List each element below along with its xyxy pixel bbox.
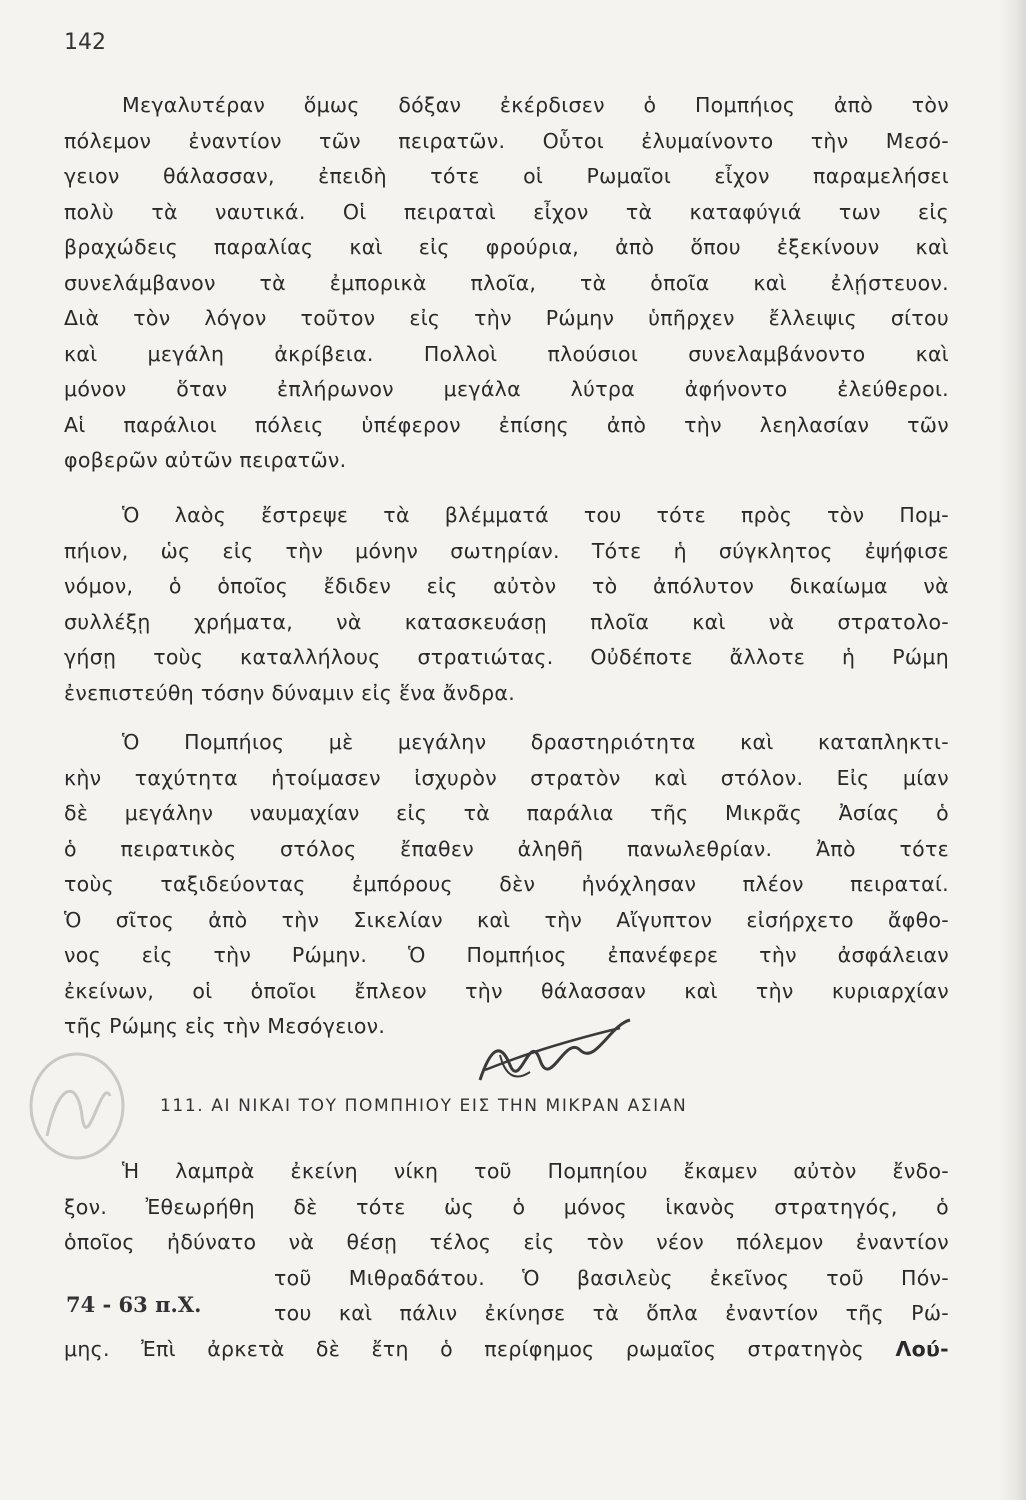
text-line: τοὺς ταξιδεύοντας ἐμπόρους δὲν ἠνόχλησαν πλέον πειραταί. [64, 872, 949, 896]
text-line: ἐκείνων, οἱ ὁποῖοι ἔπλεον τὴν θάλασσαν καὶ τὴν κυριαρχίαν [64, 978, 949, 1003]
faded-stamp [22, 1046, 132, 1166]
text-line: γήσῃ τοὺς καταλλήλους στρατιώτας. Οὐδέποτε ἄλλοτε ἡ Ρώμη [64, 645, 949, 669]
text-line-start: μης. Ἐπὶ ἀρκετὰ δὲ ἔτη ὁ περίφημος ρωμαῖος στρατηγὸς [64, 1336, 865, 1361]
text-line: φοβερῶν αὐτῶν πειρατῶν. [64, 448, 347, 472]
text-line: Ὁ σῖτος ἀπὸ τὴν Σικελίαν καὶ τὴν Αἴγυπτον εἰσήρχετο ἄφθο- [64, 907, 949, 932]
margin-date-note: 74 - 63 π.Χ. [66, 1292, 202, 1317]
text-line: Ὁ Πομπήιος μὲ μεγάλην δραστηριότητα καὶ καταπληκτι- [122, 730, 949, 754]
text-line: κὴν ταχύτητα ἡτοίμασεν ἰσχυρὸν στρατὸν καὶ στόλον. Εἰς μίαν [64, 765, 949, 790]
text-line: Μεγαλυτέραν ὅμως δόξαν ἐκέρδισεν ὁ Πομπήιος ἀπὸ τὸν [122, 93, 949, 117]
text-line: ἐνεπιστεύθη τόσην δύναμιν εἰς ἕνα ἄνδρα. [64, 680, 516, 705]
section-title: 111. ΑΙ ΝΙΚΑΙ ΤΟΥ ΠΟΜΠΗΙΟΥ ΕΙΣ ΤΗΝ ΜΙΚΡΑΝ ΑΣΙΑΝ [160, 1096, 688, 1116]
text-line: τῆς Ρώμης εἰς τὴν Μεσόγειον. [64, 1014, 386, 1038]
paragraph-asia-victories [64, 1154, 949, 1367]
text-line [64, 1332, 949, 1368]
page-edge [1000, 0, 1026, 1500]
text-line: συλλέξῃ χρήματα, νὰ κατασκευάσῃ πλοῖα καὶ νὰ στρατολο- [64, 609, 949, 634]
paragraph-pirates [64, 88, 949, 479]
text-line: πήιον, ὡς εἰς τὴν μόνην σωτηρίαν. Τότε ἡ σύγκλητος ἐψήφισε [64, 538, 949, 563]
text-line: πόλεμον ἐναντίον τῶν πειρατῶν. Οὗτοι ἐλυμαίνοντο τὴν Μεσό- [64, 128, 949, 153]
text-line: Ὁ λαὸς ἔστρεψε τὰ βλέμματά του τότε πρὸς τὸν Πομ- [122, 503, 949, 527]
text-line: Διὰ τὸν λόγον τοῦτον εἰς τὴν Ρώμην ὑπῆρχεν ἔλλειψις σίτου [64, 306, 949, 330]
text-line: του καὶ πάλιν ἐκίνησε τὰ ὅπλα ἐναντίον τῆς Ρώ- [274, 1301, 949, 1325]
text-line: δὲ μεγάλην ναυμαχίαν εἰς τὰ παράλια τῆς Μικρᾶς Ἀσίας ὁ [64, 801, 949, 825]
text-line: γειον θάλασσαν, ἐπειδὴ τότε οἱ Ρωμαῖοι εἶχον παραμελήσει [64, 164, 949, 188]
text-line: ὁποῖος ἠδύνατο νὰ θέσῃ τέλος εἰς τὸν νέον πόλεμον ἐναντίον [64, 1230, 949, 1254]
text-line: ξον. Ἐθεωρήθη δὲ τότε ὡς ὁ μόνος ἱκανὸς στρατηγός, ὁ [64, 1194, 949, 1219]
text-line: Ἡ λαμπρὰ ἐκείνη νίκη τοῦ Πομπηίου ἔκαμεν αὐτὸν ἔνδο- [122, 1159, 949, 1183]
text-line: καὶ μεγάλη ἀκρίβεια. Πολλοὶ πλούσιοι συνελαμβάνοντο καὶ [64, 341, 949, 366]
text-line: μόνον ὅταν ἐπλήρωνον μεγάλα λύτρα ἀφήνοντο ἐλεύθεροι. [64, 377, 949, 401]
text-line: νος εἰς τὴν Ρώμην. Ὁ Πομπήιος ἐπανέφερε τὴν ἀσφάλειαν [64, 943, 949, 967]
text-line: συνελάμβανον τὰ ἐμπορικὰ πλοῖα, τὰ ὁποῖα καὶ ἐλῄστευον. [64, 270, 949, 295]
bold-name-start: Λού- [895, 1336, 949, 1361]
text-line: βραχώδεις παραλίας καὶ εἰς φρούρια, ἀπὸ ὅπου ἐξεκίνουν καὶ [64, 235, 949, 259]
text-line: τοῦ Μιθραδάτου. Ὁ βασιλεὺς ἐκεῖνος τοῦ Πόν- [274, 1265, 949, 1290]
handwritten-signature [470, 1010, 640, 1090]
paragraph-naval-victory [64, 725, 949, 1045]
text-line: νόμον, ὁ ὁποῖος ἔδιδεν εἰς αὐτὸν τὸ ἀπόλυτον δικαίωμα νὰ [64, 574, 949, 598]
paragraph-senate-law [64, 498, 949, 711]
page-number: 142 [64, 30, 106, 55]
text-line: πολὺ τὰ ναυτικά. Οἱ πειραταὶ εἶχον τὰ καταφύγιά των εἰς [64, 199, 949, 224]
text-line: ὁ πειρατικὸς στόλος ἔπαθεν ἀληθῆ πανωλεθρίαν. Ἀπὸ τότε [64, 836, 949, 861]
text-line: Αἱ παράλιοι πόλεις ὑπέφερον ἐπίσης ἀπὸ τὴν λεηλασίαν τῶν [64, 412, 949, 437]
